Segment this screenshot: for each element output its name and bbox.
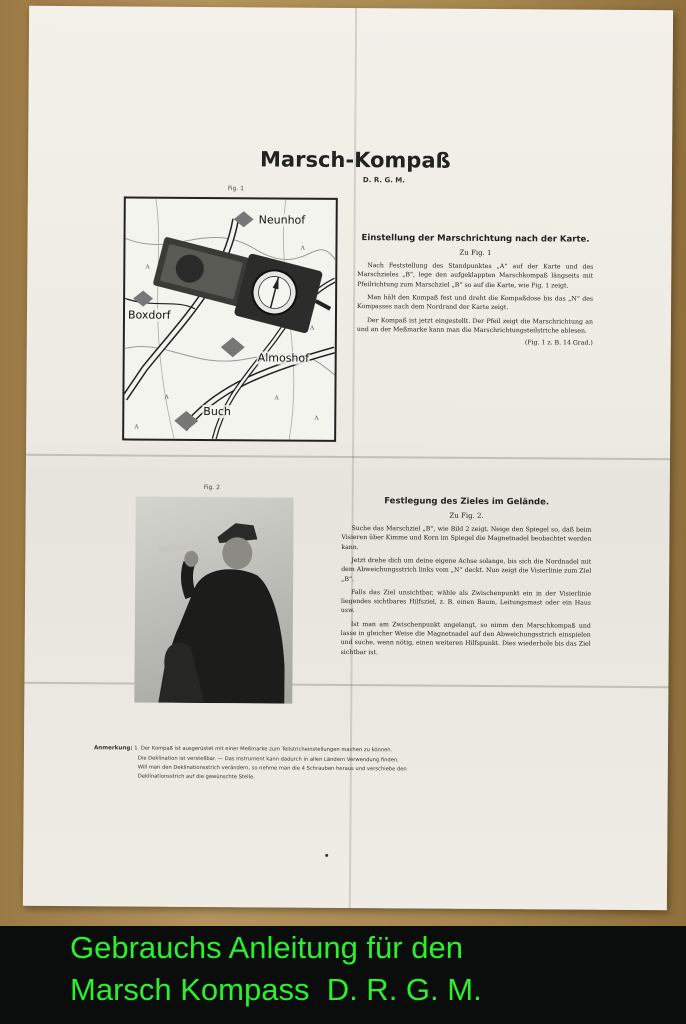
map-place-label: Almoshof (257, 351, 310, 365)
section-terrain-instructions (341, 496, 592, 663)
footnote (94, 744, 624, 785)
section2-paragraph: Falls das Ziel unsichtbar, wähle als Zwischenpunkt ein in der Visierlinie liegendes sichtbares Hilfsziel, z. B. einen Baum, Leitungsmast oder ein Haus usw. (340, 588, 592, 615)
svg-text:ʌ: ʌ (300, 241, 306, 252)
caption-line-1: Gebrauchs Anleitung für den (70, 930, 463, 965)
section1-paragraph: Der Kompaß ist jetzt eingestellt. Der Pfeil zeigt die Marschrichtung an und an der Meßmarke kann man die Marschrichtungsteilstriche ablesen. (356, 316, 593, 335)
printer-mark (325, 854, 328, 857)
document-title: Marsch-Kompaß (259, 147, 451, 173)
soldier-photo (134, 497, 293, 704)
section1-example: (Fig. 1 z. B. 14 Grad.) (524, 339, 593, 347)
map-place-label: Buch (203, 404, 231, 419)
caption-line-2: Marsch Kompass D. R. G. M. (70, 972, 482, 1007)
section1-paragraph: Man hält den Kompaß fest und dreht die Kompaßdose bis das „N“ des Kompasses nach dem Nordrand der Karte zeigt. (357, 294, 594, 312)
fold-line-lower (24, 682, 668, 688)
fig1-label: Fig. 1 (227, 185, 245, 193)
section1-paragraph: Nach Feststellung des Standpunktes „A“ auf der Karte und des Marschzieles „B“, lege den aufgeklappten Marschkompaß längseits mit Pfeilrichtung zum Marschziel „B“ so auf die Karte, wie Fig. 1 zeigt. (357, 262, 594, 290)
section2-subheading: Zu Fig. 2. (449, 511, 484, 520)
footnote-line: 1. Der Kompaß ist ausgerüstet mit einer Meßmarke zum Teilstricheinstellungen machen zu können. (134, 745, 393, 754)
section-map-instructions (357, 233, 594, 347)
section2-paragraph: Suche das Marschziel „B“, wie Bild 2 zeigt. Neige den Spiegel so, daß beim Visieren über Kimme und Korn im Spiegel die Magnetnadel beobachtet werden kann. (341, 525, 592, 551)
instruction-sheet (23, 6, 673, 910)
svg-text:ʌ: ʌ (314, 411, 319, 422)
svg-text:ʌ: ʌ (134, 420, 139, 431)
section2-paragraph: Jetzt drehe dich um deine eigene Achse solange, bis sich die Nordnadel mit dem Abweichungsstrich links vom „N“ deckt. Nun zeigt die Visierlinie zum Ziel „B“. (341, 556, 592, 583)
section2-heading: Festlegung des Zieles im Gelände. (384, 496, 550, 508)
svg-text:ʌ: ʌ (309, 321, 315, 332)
map-place-label: Boxdorf (127, 308, 171, 322)
footnote-line: Will man den Deklinationsstrich verändern, so nehme man die 4 Schrauben heraus und verschiebe den (137, 764, 407, 773)
caption-bar (0, 926, 686, 1024)
fig2-label: Fig. 2 (203, 483, 220, 492)
footnote-label: Anmerkung: (93, 745, 133, 752)
document-subtitle: D. R. G. M. (362, 176, 405, 185)
footnote-line: Deklinationsstrich auf die gewünschte Stelle. (137, 773, 255, 781)
fold-line-horizontal (26, 454, 670, 460)
section1-heading: Einstellung der Marschrichtung nach der Karte. (361, 233, 590, 245)
section2-paragraph: Ist man am Zwischenpunkt angelangt, so nimm den Marschkompaß und lasse in gleicher Weise die Magnetnadel auf den Abweichungsstrich einspielen und suche, wenn nötig, einen weiteren Hilfspunkt. Dies wiederhole bis das Ziel sichtbar ist. (340, 620, 591, 656)
svg-text:ʌ: ʌ (164, 390, 169, 401)
map-illustration (122, 196, 338, 441)
soldier-figure (134, 497, 293, 704)
footnote-line: Die Deklination ist verstellbar. — Das Instrument kann dadurch in allen Ländern Verwendung finden. (137, 755, 399, 764)
map-place-label: Neunhof (258, 213, 306, 227)
svg-text:ʌ: ʌ (274, 391, 279, 402)
compass-icon (150, 232, 335, 338)
svg-text:ʌ: ʌ (145, 260, 150, 271)
section1-subheading: Zu Fig. 1 (459, 248, 492, 258)
